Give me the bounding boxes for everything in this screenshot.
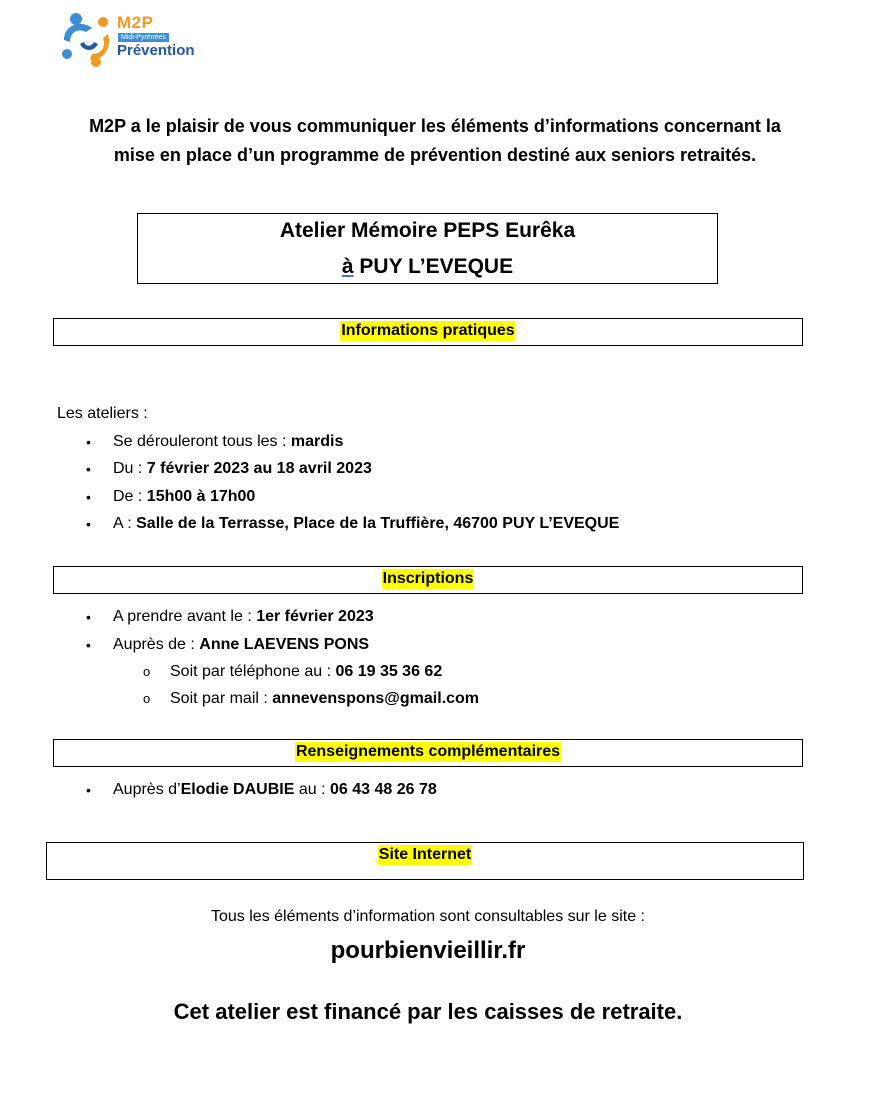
sub-bullet-icon: o [143, 691, 151, 706]
intro-line-2: mise en place d’un programme de prévention destiné aux seniors retraités. [113, 145, 757, 165]
section-website-label: Site Internet [378, 846, 472, 863]
workshop-title: Atelier Mémoire PEPS Eurêka [279, 219, 576, 242]
bullet-icon: • [86, 434, 91, 450]
logo-brand: M2P [117, 13, 154, 32]
item-label: A : [113, 515, 137, 532]
bullet-icon: • [86, 461, 91, 477]
section-website [46, 842, 804, 880]
bullet-icon: • [86, 637, 91, 653]
email-address: annevenspons@gmail.com [272, 690, 480, 707]
item-value: Anne LAEVENS PONS [199, 636, 370, 653]
item-label: au : [294, 781, 330, 798]
item-label: Du : [113, 460, 147, 477]
sub-list-item [170, 662, 442, 682]
section-practical-info [53, 318, 803, 346]
item-label: Soit par téléphone au : [170, 663, 336, 680]
list-item [113, 487, 255, 507]
location-prefix: à [341, 255, 354, 278]
contact-name: Elodie DAUBIE [180, 781, 295, 798]
logo-name: Prévention [117, 42, 195, 59]
item-label: Se dérouleront tous les : [113, 433, 291, 450]
section-inscriptions [53, 566, 803, 594]
item-label: Auprès d’ [113, 781, 181, 798]
list-item [113, 607, 374, 627]
section-more-info [53, 739, 803, 767]
intro-line-1: M2P a le plaisir de vous communiquer les éléments d’informations concernant la [89, 116, 781, 136]
logo-region: Midi-Pyrénées [118, 33, 169, 42]
sub-bullet-icon: o [143, 664, 151, 679]
m2p-logo-icon [58, 10, 118, 70]
website-text: Tous les éléments d’information sont consultables sur le site : [211, 908, 645, 925]
phone-number: 06 19 35 36 62 [335, 663, 443, 680]
bullet-icon: • [86, 782, 91, 798]
section-more-info-label: Renseignements complémentaires [295, 743, 561, 760]
bullet-icon: • [86, 609, 91, 625]
list-item [113, 635, 369, 655]
phone-number: 06 43 48 26 78 [329, 781, 437, 798]
section-inscriptions-label: Inscriptions [382, 570, 474, 587]
list-item [113, 514, 619, 534]
list-item [113, 432, 343, 452]
item-value: 15h00 à 17h00 [146, 488, 256, 505]
m2p-logo [58, 10, 208, 70]
item-label: A prendre avant le : [113, 608, 257, 625]
workshop-title-box [137, 213, 718, 284]
workshop-location [138, 252, 717, 282]
intro-text [40, 112, 830, 170]
item-value: 1er février 2023 [256, 608, 374, 625]
list-item [113, 459, 372, 479]
location-place: PUY L’EVEQUE [353, 255, 514, 278]
funding-note: Cet atelier est financé par les caisses de retraite. [173, 999, 683, 1024]
item-label: Auprès de : [113, 636, 200, 653]
bullet-icon: • [86, 516, 91, 532]
section-practical-info-label: Informations pratiques [341, 322, 515, 339]
item-value: mardis [290, 433, 344, 450]
workshops-intro: Les ateliers : [57, 405, 148, 422]
item-label: Soit par mail : [170, 690, 273, 707]
list-item [113, 780, 437, 800]
item-value: Salle de la Terrasse, Place de la Truffière, 46700 PUY L’EVEQUE [136, 515, 620, 532]
item-label: De : [113, 488, 147, 505]
website-url[interactable]: pourbienvieillir.fr [330, 937, 526, 964]
bullet-icon: • [86, 489, 91, 505]
sub-list-item [170, 689, 479, 709]
item-value: 7 février 2023 au 18 avril 2023 [146, 460, 372, 477]
